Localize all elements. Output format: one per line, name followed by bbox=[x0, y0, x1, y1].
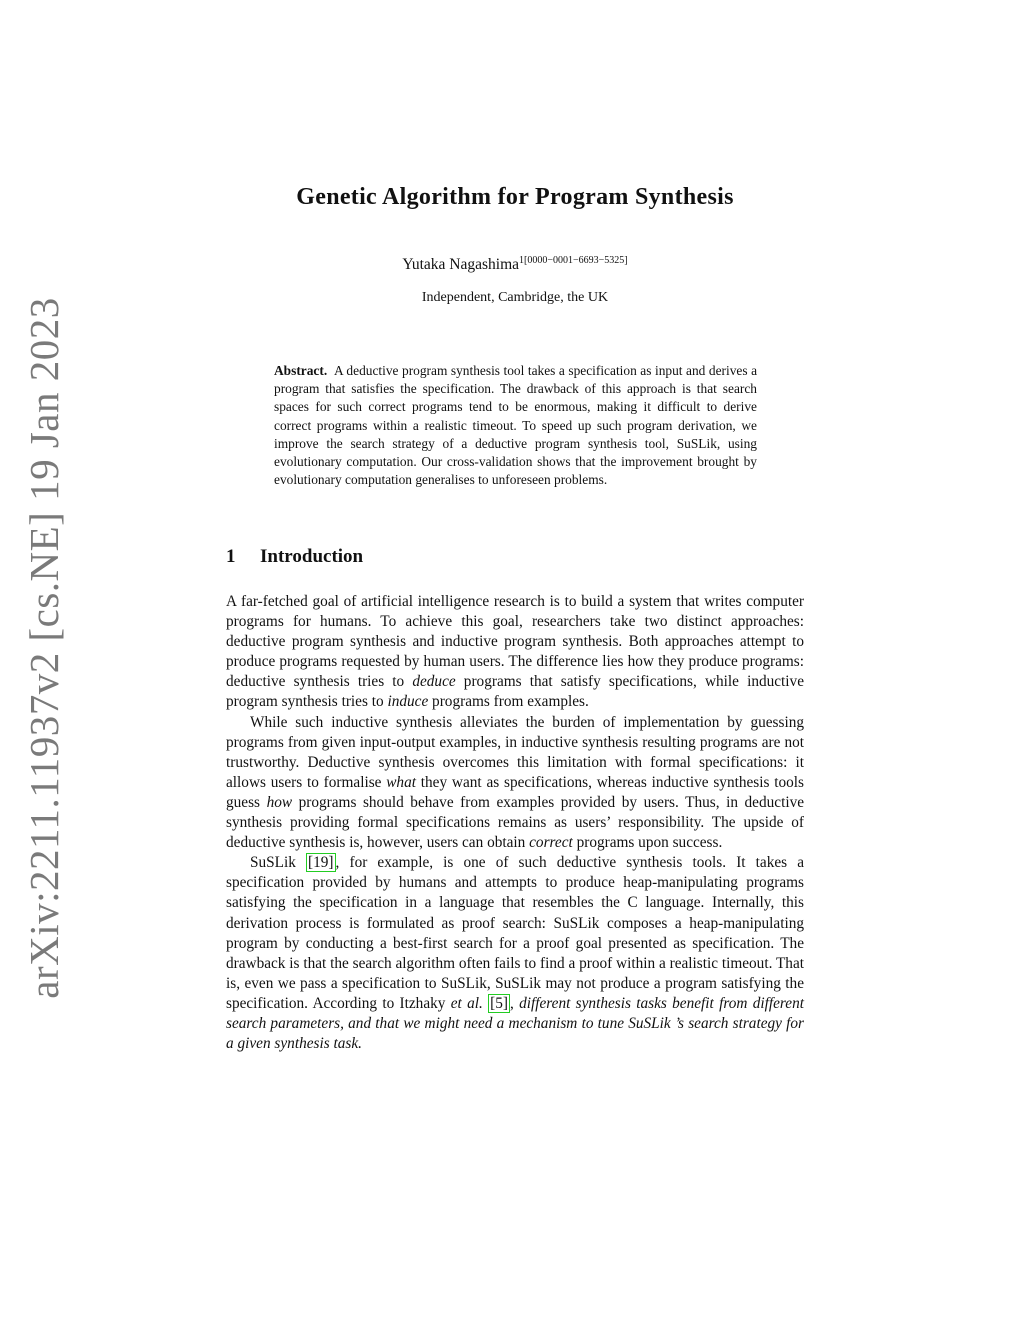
paragraph-1-text-c: programs that satisfy specifications, while inductive program synthesis tries to bbox=[226, 673, 804, 711]
paragraph-3-text-e: , bbox=[509, 994, 520, 1012]
paragraph-3 bbox=[226, 853, 804, 1054]
paragraph-2-text-e: programs should behave from examples provided by users. Thus, in deductive synthesis providing formal specifications remains as users’ responsibility. The upside of deductive synthesis is, however, users can obtain bbox=[226, 793, 805, 852]
abstract-text: A deductive program synthesis tool takes a specification as input and derives a program that satisfies the specification. The drawback of this approach is that search spaces for such correct programs tend to be enormous, making it difficult to derive correct programs within a realistic timeout. To speed up such program derivation, we improve the search strategy of a deductive program synthesis tool, SuSLik, using evolutionary computation. Our cross-validation shows that the improvement brought by evolutionary computation generalises to unforeseen problems. bbox=[274, 363, 758, 488]
author-orcid: 1[0000−0001−6693−5325] bbox=[519, 255, 628, 266]
emphasis-how: how bbox=[266, 793, 293, 811]
arxiv-identifier: arXiv:2211.11937v2 [cs.NE] 19 Jan 2023 bbox=[21, 297, 67, 999]
paper-title: Genetic Algorithm for Program Synthesis bbox=[296, 184, 734, 210]
emphasis-quote: different synthesis tasks benefit from different search parameters, and that we might need a mechanism to tune SuSLik ’s search strategy for a given synthesis task. bbox=[226, 994, 804, 1053]
abstract bbox=[274, 362, 757, 489]
emphasis-et-al: et al. bbox=[450, 994, 483, 1012]
citation-link-19[interactable]: [19] bbox=[308, 854, 334, 872]
paragraph-1 bbox=[226, 592, 804, 713]
paragraph-2-text-a: While such inductive synthesis alleviates the burden of implementation by guessing programs from given input-output examples, in inductive synthesis resulting programs are not trustworthy. Deductive synthesis overcomes this limitation with formal specifications: it allows users to formalise bbox=[226, 713, 804, 791]
author-affiliation: Independent, Cambridge, the UK bbox=[421, 290, 609, 305]
section-number: 1 bbox=[226, 546, 236, 567]
paragraph-3-text-a: SuSLik bbox=[250, 854, 307, 872]
paragraph-2-text-c: they want as specifications, whereas inductive synthesis tools guess bbox=[226, 773, 804, 811]
paragraph-2 bbox=[226, 713, 804, 854]
citation-link-5[interactable]: [5] bbox=[490, 994, 508, 1012]
paragraph-1-text-a: A far-fetched goal of artificial intelligence research is to build a system that writes computer programs for humans. To achieve this goal, researchers take two distinct approaches: deductive program synthesis and inductive program synthesis. Both approaches attempt to produce programs requested by human users. The difference lies how they produce programs: deductive synthesis tries to bbox=[226, 593, 804, 691]
emphasis-induce: induce bbox=[387, 693, 429, 711]
abstract-label: Abstract. bbox=[274, 363, 328, 378]
paragraph-2-text-g: programs upon success. bbox=[572, 834, 723, 852]
emphasis-deduce: deduce bbox=[412, 673, 456, 691]
paragraph-1-text-e: programs from examples. bbox=[428, 693, 589, 711]
emphasis-what: what bbox=[386, 773, 416, 791]
emphasis-correct: correct bbox=[529, 834, 573, 852]
author-name: Yutaka Nagashima bbox=[402, 256, 520, 273]
paragraph-3-text-b: , for example, is one of such deductive synthesis tools. It takes a specification provided by humans and attempts to produce heap-manipulating programs satisfying the specification in a language that resembles the C language. Internally, this derivation process is formulated as proof search: SuSLik composes a heap-manipulating program by conducting a best-first search for a proof goal presented as specification. The drawback is that the search algorithm often fails to find a proof within a realistic timeout. That is, even we pass a specification to SuSLik, SuSLik may not produce a program satisfying the specification. According to Itzhaky bbox=[226, 854, 804, 1012]
introduction-body bbox=[226, 592, 804, 1054]
section-title: Introduction bbox=[260, 546, 364, 567]
section-heading-introduction bbox=[226, 546, 363, 568]
author-line bbox=[0, 255, 1024, 274]
